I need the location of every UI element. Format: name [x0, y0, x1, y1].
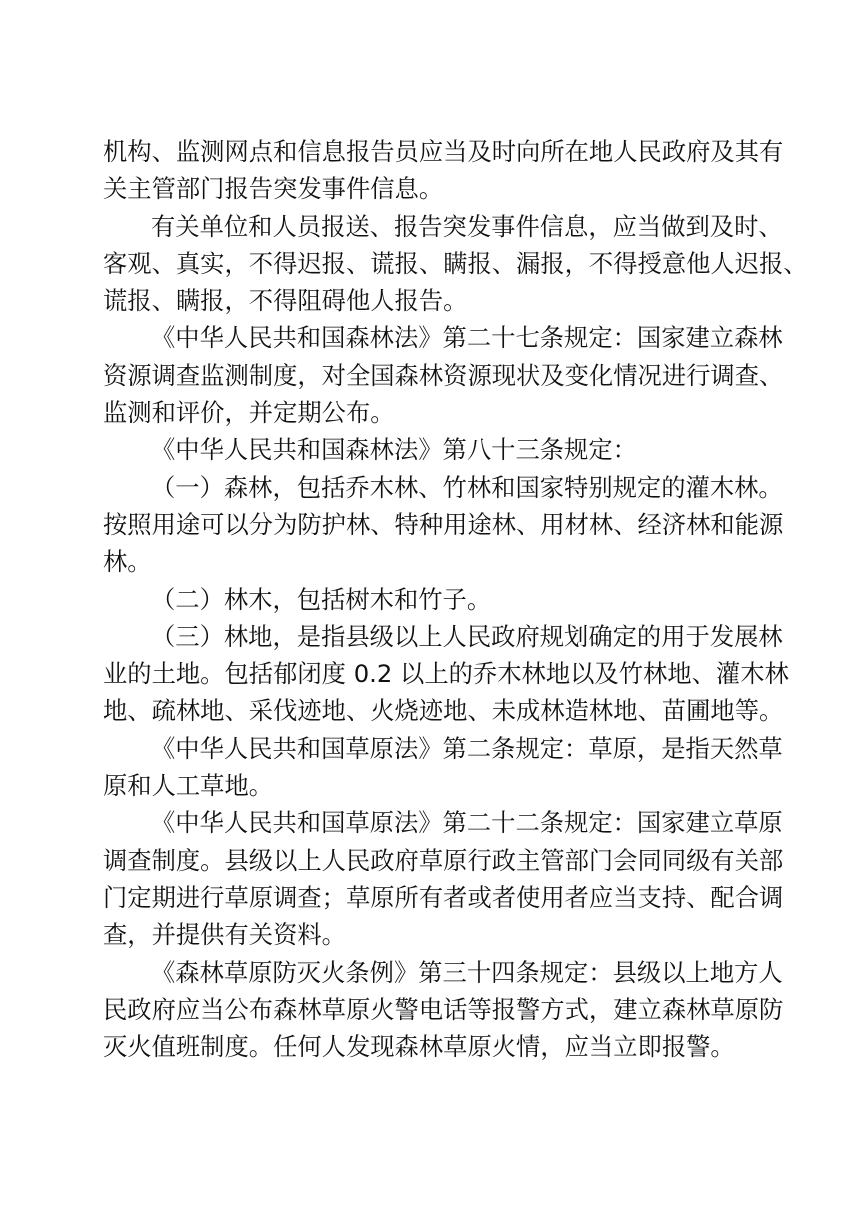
text-line: 门定期进行草原调查；草原所有者或者使用者应当支持、配合调	[103, 882, 784, 912]
text-line: 资源调查监测制度，对全国森林资源现状及变化情况进行调查、	[103, 360, 784, 390]
text-line: 机构、监测网点和信息报告员应当及时向所在地人民政府及其有	[103, 137, 784, 166]
text-line: 关主管部门报告突发事件信息。	[103, 174, 444, 204]
text-line: 地、疏林地、采伐迹地、火烧迹地、未成林造林地、苗圃地等。	[103, 696, 784, 726]
paragraph-first-line: 《中华人民共和国草原法》第二条规定：草原，是指天然草	[151, 733, 783, 763]
paragraph-first-line: 有关单位和人员报送、报告突发事件信息，应当做到及时、	[151, 211, 783, 241]
paragraph-first-line: 《森林草原防灭火条例》第三十四条规定：县级以上地方人	[151, 957, 783, 987]
paragraph-first-line: （一）森林，包括乔木林、竹林和国家特别规定的灌木林。	[151, 472, 783, 502]
paragraph-first-line: 《中华人民共和国草原法》第二十二条规定：国家建立草原	[151, 808, 783, 838]
text-line: 灭火值班制度。任何人发现森林草原火情，应当立即报警。	[103, 1032, 735, 1062]
text-line: 监测和评价，并定期公布。	[103, 398, 395, 428]
text-line: 谎报、瞒报，不得阻碍他人报告。	[103, 286, 468, 316]
text-line: 民政府应当公布森林草原火警电话等报警方式，建立森林草原防	[103, 994, 784, 1024]
text-line: 客观、真实，不得迟报、谎报、瞒报、漏报，不得授意他人迟报、	[103, 248, 808, 278]
text-line: 林。	[103, 547, 152, 577]
paragraph-first-line: （二）林木，包括树木和竹子。	[151, 584, 492, 614]
text-line: 调查制度。县级以上人民政府草原行政主管部门会同同级有关部	[103, 845, 784, 875]
document-body	[103, 133, 808, 1065]
text-line: 按照用途可以分为防护林、特种用途林、用材林、经济林和能源	[103, 509, 784, 539]
paragraph-first-line: 《中华人民共和国森林法》第八十三条规定：	[151, 435, 637, 465]
text-line: 业的土地。包括郁闭度 0.2 以上的乔木林地以及竹林地、灌木林	[103, 659, 789, 689]
text-line: 查，并提供有关资料。	[103, 920, 346, 950]
paragraph-first-line: （三）林地，是指县级以上人民政府规划确定的用于发展林	[151, 621, 783, 651]
text-line: 原和人工草地。	[103, 771, 274, 801]
paragraph-first-line: 《中华人民共和国森林法》第二十七条规定：国家建立森林	[151, 323, 783, 353]
